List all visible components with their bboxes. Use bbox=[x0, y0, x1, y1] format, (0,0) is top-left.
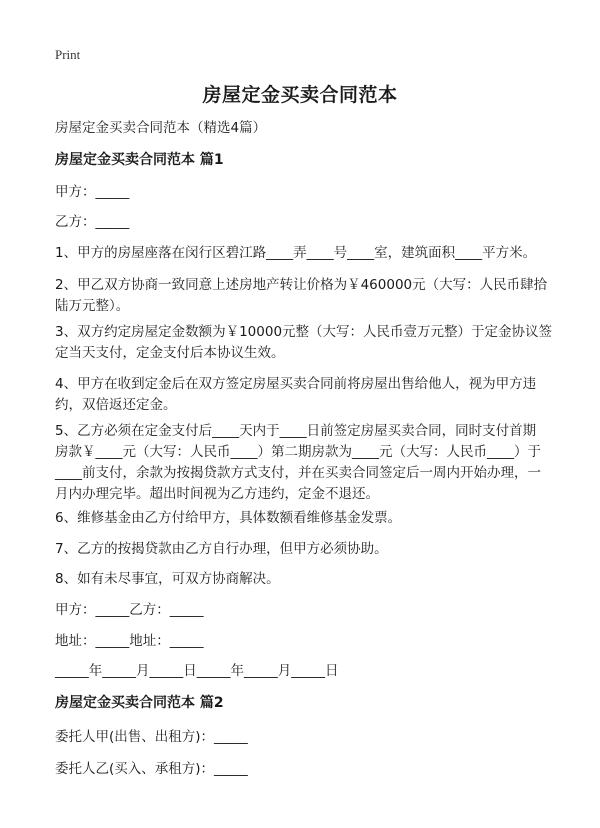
clause-5-line-4: 月内办理完毕。超出时间视为乙方违约，定金不退还。 bbox=[55, 486, 379, 502]
signature-parties-line: 甲方：_____乙方：_____ bbox=[55, 602, 204, 618]
party-a-line: 甲方：_____ bbox=[55, 184, 130, 200]
clause-6: 6、维修基金由乙方付给甲方，具体数额看维修基金发票。 bbox=[55, 510, 402, 526]
clause-5-line-1: 5、乙方必须在定金支付后____天内于____日前签定房屋买卖合同，同时支付首期 bbox=[55, 423, 537, 439]
clause-5-line-3: ____前支付，余款为按揭贷款方式支付，并在买卖合同签定后一周内开始办理，一 bbox=[55, 465, 541, 481]
clause-8: 8、如有未尽事宜，可双方协商解决。 bbox=[55, 571, 280, 587]
clause-2-line-2: 陆万元整）。 bbox=[55, 298, 130, 314]
clause-3-line-2: 定当天支付，定金支付后本协议生效。 bbox=[55, 345, 285, 361]
clause-7: 7、乙方的按揭贷款由乙方自行办理，但甲方必须协助。 bbox=[55, 541, 388, 557]
section-1-heading: 房屋定金买卖合同范本 篇1 bbox=[55, 152, 224, 168]
clause-2-line-1: 2、甲乙双方协商一致同意上述房地产转让价格为￥460000元（大写：人民币肆拾 bbox=[55, 277, 548, 293]
clause-4-line-1: 4、甲方在收到定金后在双方签定房屋买卖合同前将房屋出售给他人，视为甲方违 bbox=[55, 376, 537, 392]
clause-1: 1、甲方的房屋座落在闵行区碧江路____弄____号____室，建筑面积____平方米。 bbox=[55, 245, 537, 261]
clause-4-line-2: 约，双倍返还定金。 bbox=[55, 397, 177, 413]
party-b-line: 乙方：_____ bbox=[55, 214, 130, 230]
clause-3-line-1: 3、双方约定房屋定金数额为￥10000元整（大写：人民币壹万元整）于定金协议签 bbox=[55, 324, 553, 340]
section-2-heading: 房屋定金买卖合同范本 篇2 bbox=[55, 695, 224, 711]
signature-date-line: _____年_____月_____日_____年_____月_____日 bbox=[55, 663, 339, 679]
document-subtitle: 房屋定金买卖合同范本（精选4篇） bbox=[55, 120, 267, 136]
print-label: Print bbox=[55, 47, 81, 62]
principal-b-line: 委托人乙(买入、承租方)：_____ bbox=[55, 761, 248, 777]
clause-5-line-2: 房款￥____元（大写：人民币____）第二期房款为____元（大写：人民币____）于 bbox=[55, 444, 541, 460]
signature-address-line: 地址：_____地址：_____ bbox=[55, 633, 204, 649]
principal-a-line: 委托人甲(出售、出租方)：_____ bbox=[55, 729, 248, 745]
document-title: 房屋定金买卖合同范本 bbox=[202, 84, 398, 106]
